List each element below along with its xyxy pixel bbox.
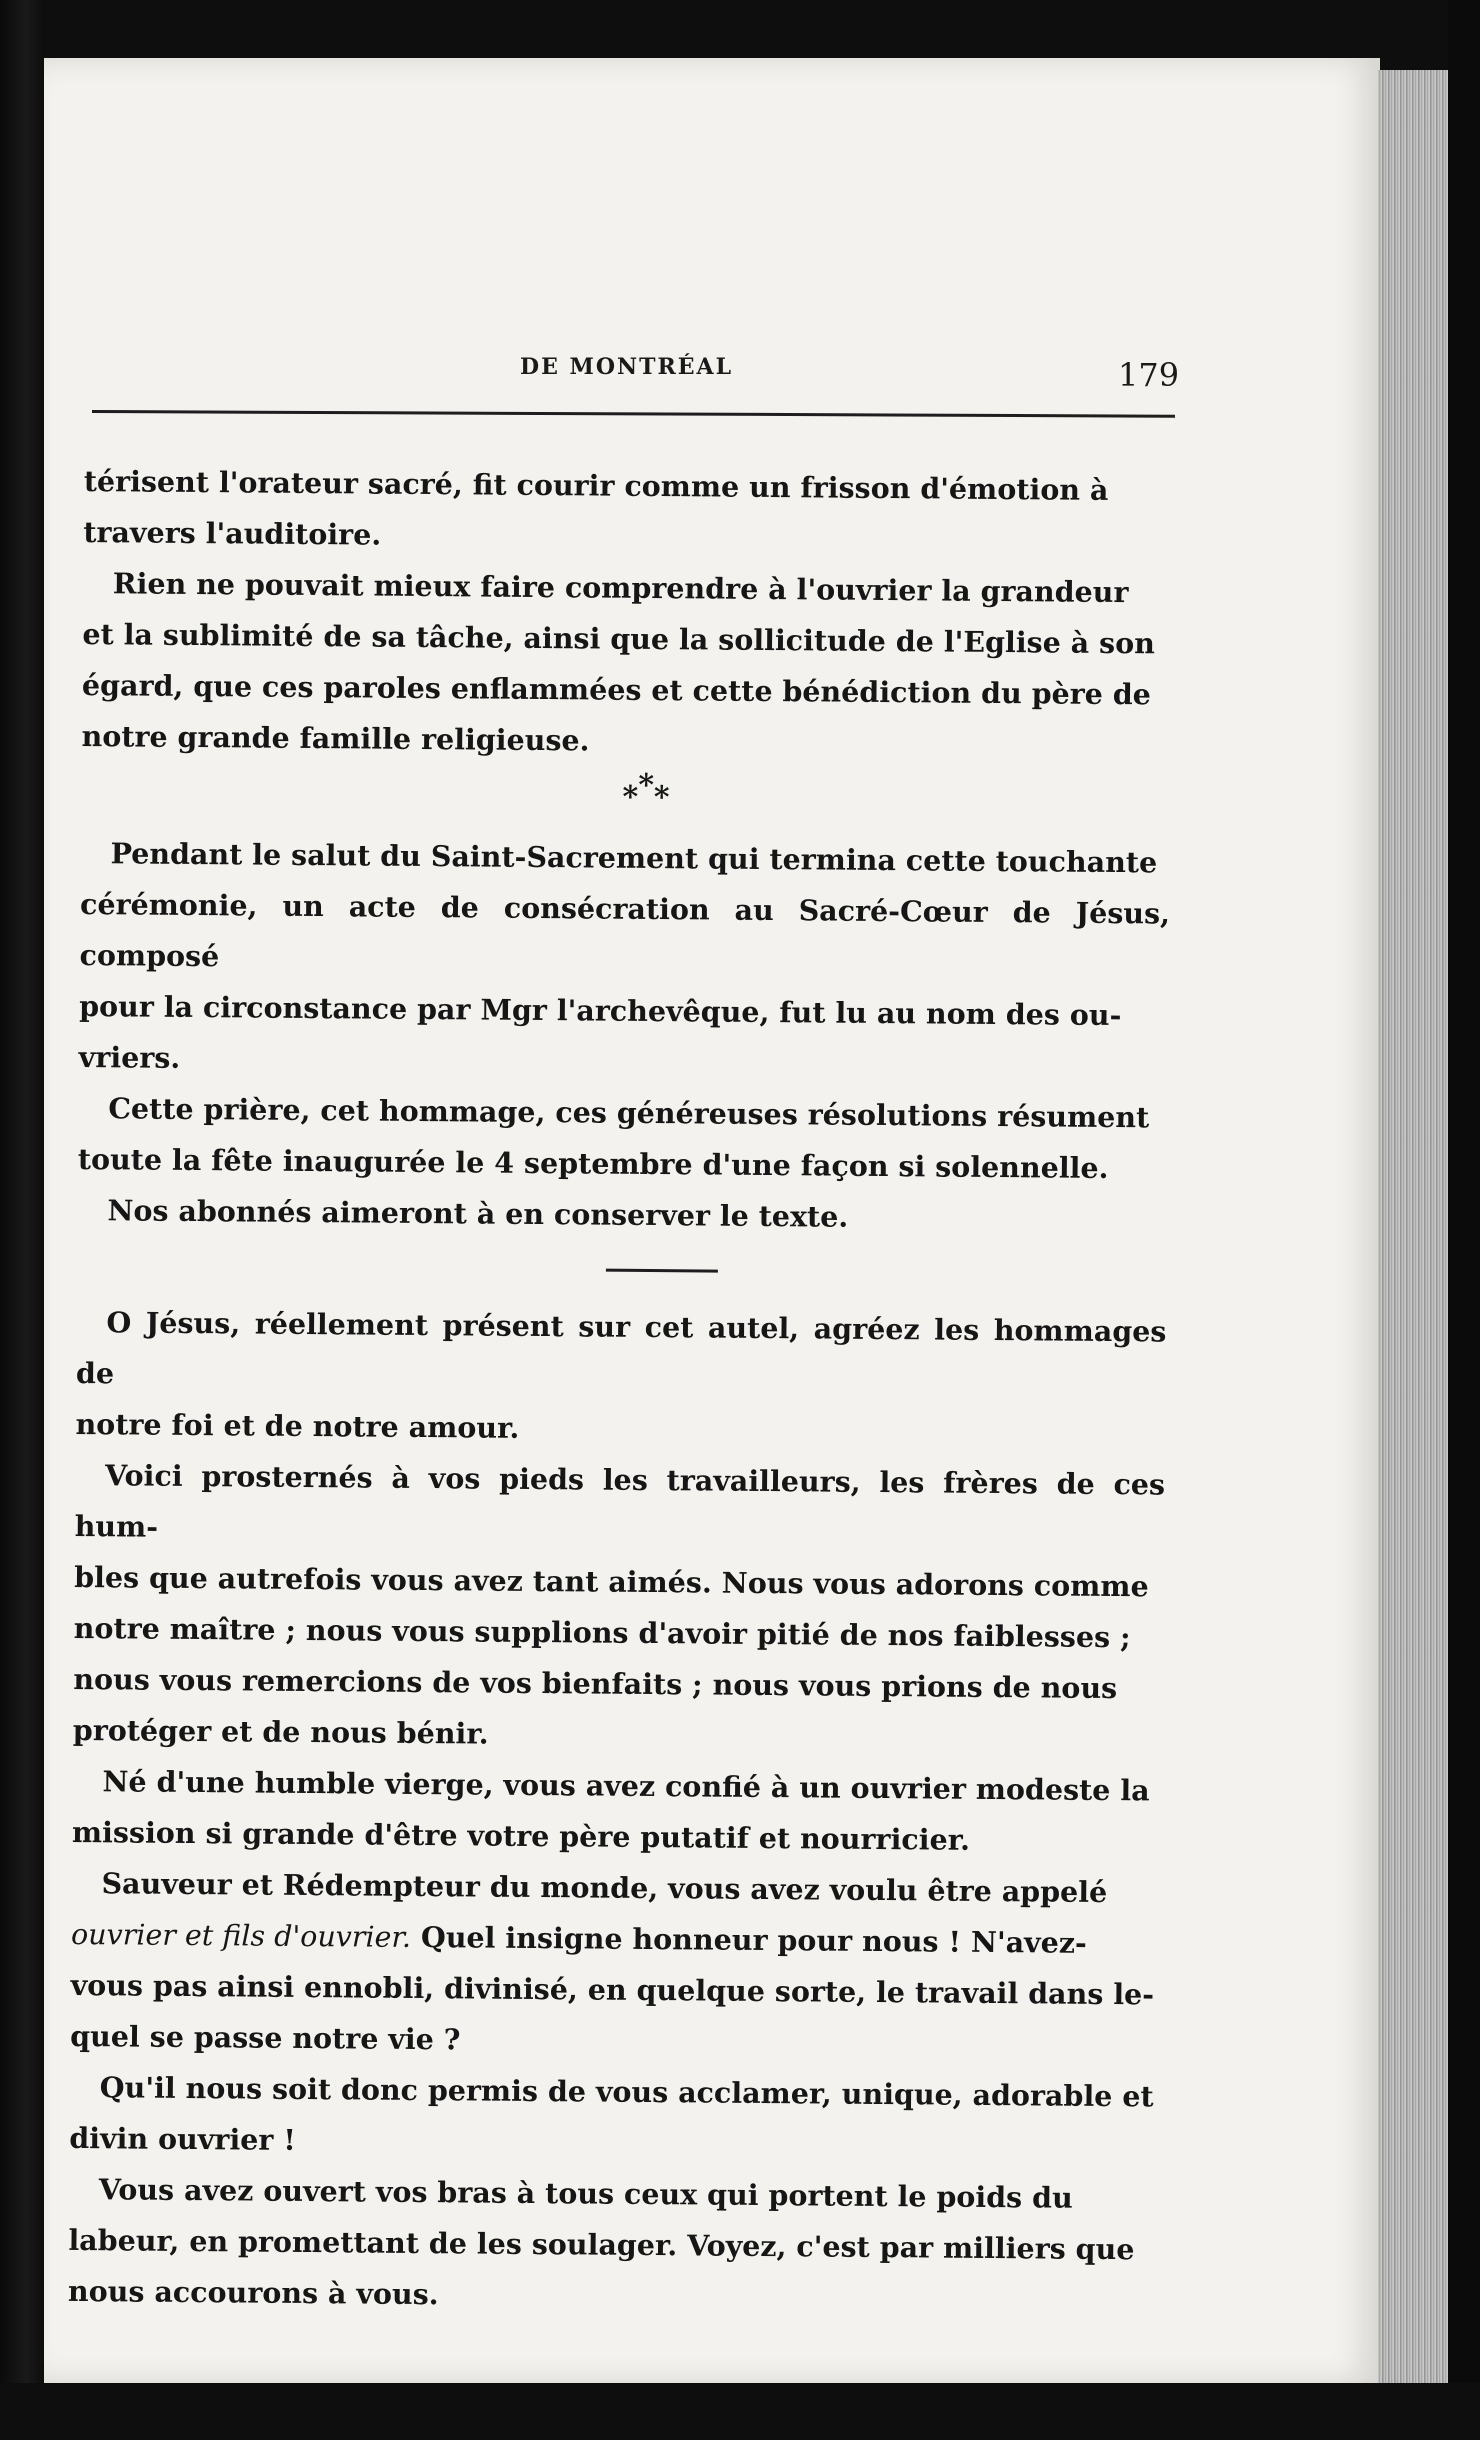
paragraph (69, 2062, 1160, 2174)
page-number: 179 (1118, 356, 1180, 394)
text-line: travers l'auditoire. (83, 514, 382, 552)
text-line: protéger et de nous bénir. (72, 1712, 489, 1751)
paragraph (81, 558, 1173, 772)
text-line: Né d'une humble vierge, vous avez confié à un ouvrier modeste la (102, 1764, 1150, 1808)
text-line: égard, que ces paroles enflammées et cette bénédiction du père de (81, 667, 1152, 712)
paragraph (70, 1858, 1162, 2072)
text-line: et la sublimité de sa tâche, ainsi que la sollicitude de l'Eglise à son (82, 616, 1156, 661)
book-binding (0, 0, 44, 2440)
text-line: notre foi et de notre amour. (75, 1406, 520, 1445)
paragraph (77, 1185, 1167, 1246)
paragraph (78, 1083, 1169, 1195)
text-line: vriers. (78, 1039, 181, 1075)
text-line: divin ouvrier ! (69, 2120, 296, 2157)
text-line: cérémonie, un acte de consécration au Sacré-Cœur de Jésus, composé (79, 886, 1171, 974)
paragraph (68, 2164, 1159, 2327)
text-line: notre grande famille religieuse. (81, 718, 590, 758)
text-line: Qu'il nous soit donc permis de vous acclamer, unique, adorable et (99, 2070, 1154, 2114)
paragraph (75, 1297, 1166, 1460)
text-line: nous vous remercions de vos bienfaits ; nous vous prions de nous (73, 1661, 1118, 1706)
text-line: quel se passe notre vie ? (70, 2018, 461, 2057)
text-line: O Jésus, réellement présent sur cet autel, agréez les hommages de (75, 1305, 1167, 1391)
text-line: notre maître ; nous vous supplions d'avoir pitié de nos faiblesses ; (73, 1610, 1131, 1655)
text-line: Cette prière, cet hommage, ces généreuses résolutions résument (108, 1091, 1150, 1135)
page-body (68, 456, 1174, 2326)
text-line: labeur, en promettant de les soulager. Voyez, c'est par milliers que (68, 2222, 1135, 2267)
text-line: pour la circonstance par Mgr l'archevêque, fut lu au nom des ou- (79, 988, 1122, 1033)
section-rule (606, 1269, 718, 1273)
running-head: DE MONTRÉAL (520, 354, 734, 380)
paragraph (73, 1450, 1166, 1766)
asterism-star: * (638, 767, 655, 803)
scan-bottom-border (0, 2383, 1480, 2440)
text-line: bles que autrefois vous avez tant aimés. Nous vous adorons comme (74, 1559, 1149, 1604)
text-line: Pendant le salut du Saint-Sacrement qui termina cette touchante (110, 836, 1158, 880)
text-line: Nos abonnés aimeront à en conserver le texte. (107, 1193, 849, 1234)
paragraph (79, 828, 1171, 1093)
scan-right-border (1448, 0, 1480, 2440)
scan-top-border (0, 0, 1480, 58)
text-line: Vous avez ouvert vos bras à tous ceux qui portent le poids du (98, 2172, 1073, 2215)
text-line: vous pas ainsi ennobli, divinisé, en quelque sorte, le travail dans le- (70, 1967, 1155, 2012)
text-line: nous accourons à vous. (67, 2273, 439, 2312)
text-line: Sauveur et Rédempteur du monde, vous avez voulu être appelé (101, 1866, 1108, 1909)
asterism-star: * (653, 779, 670, 816)
text-line: Quel insigne honneur pour nous ! N'avez- (410, 1919, 1088, 1960)
text-line: térisent l'orateur sacré, fit courir comme un frisson d'émotion à (83, 463, 1109, 507)
text-line: toute la fête inaugurée le 4 septembre d'une façon si solennelle. (77, 1141, 1109, 1185)
italic-phrase: ouvrier et fils d'ouvrier. (70, 1917, 412, 1954)
text-line: mission si grande d'être votre père putatif et nourricier. (71, 1814, 971, 1857)
paragraph (72, 1756, 1163, 1868)
section-asterism (81, 767, 1171, 818)
text-line: Voici prosternés à vos pieds les travailleurs, les frères de ces hum- (74, 1458, 1166, 1544)
paragraph (83, 456, 1174, 568)
text-line: Rien ne pouvait mieux faire comprendre à l'ouvrier la grandeur (112, 566, 1129, 610)
page-edges (1378, 70, 1448, 2390)
asterism-star: * (622, 779, 639, 815)
